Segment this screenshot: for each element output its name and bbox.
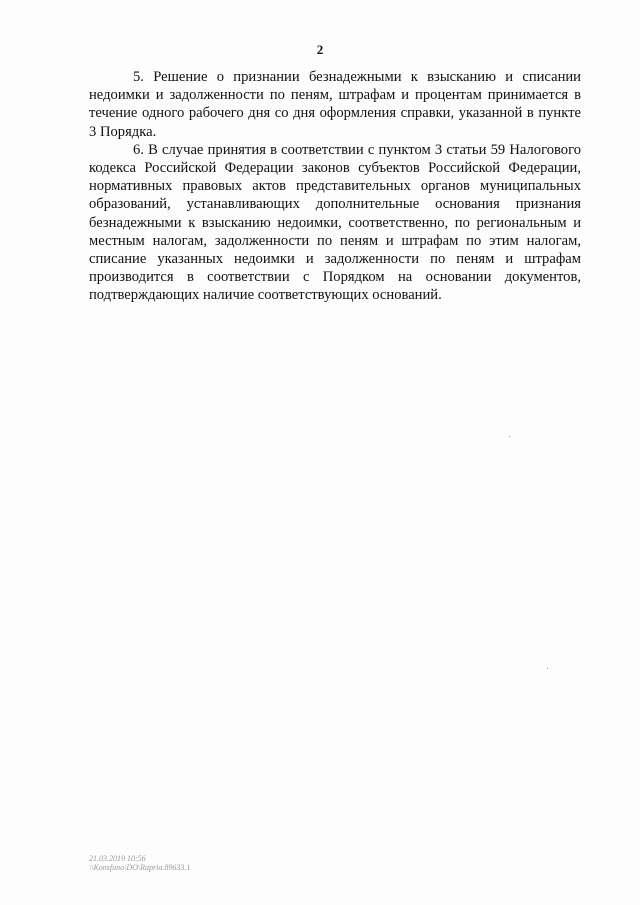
paragraph-6: 6. В случае принятия в соответствии с пунктом 3 статьи 59 Налогового кодекса Российской Федерации законов субъектов Российской Федерации, нормативных правовых актов представительных органов муниципальных образований, устанавливающих дополнительные основания признания безнадежными к взысканию недоимки, соответственно, по региональным и местным налогам, задолженности по пеням и штрафам по этим налогам, списание указанных недоимки и задолженности по пеням и штрафам производится в соответствии с Порядком на основании документов, подтверждающих наличие соответствующих оснований. — [89, 141, 581, 304]
paragraph-5: 5. Решение о признании безнадежными к взысканию и списании недоимки и задолженности по пеням, штрафам и процентам принимается в течение одного рабочего дня со дня оформления справки, указанной в пункте 3 Порядка. — [89, 69, 581, 140]
page-number: 2 — [316, 42, 324, 57]
scan-speck — [509, 436, 510, 437]
document-body — [89, 68, 581, 305]
footer-timestamp: 21.03.2019 10:56 — [89, 854, 146, 863]
scan-speck — [547, 668, 548, 669]
document-footer — [89, 854, 190, 872]
footer-reference: \\Konsfuno\DO\Rapria.89633.1 — [89, 863, 191, 872]
